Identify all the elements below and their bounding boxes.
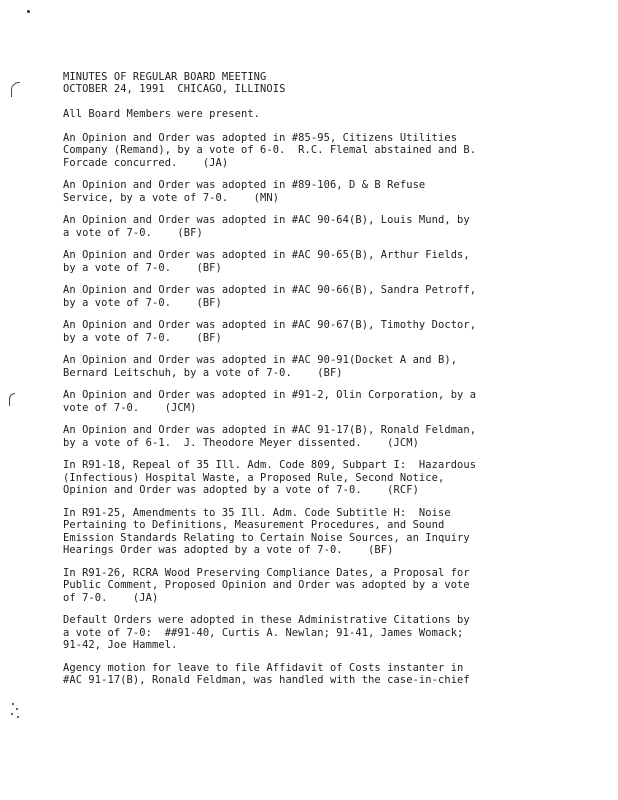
minutes-paragraph: An Opinion and Order was adopted in #AC 91-17(B), Ronald Feldman, by a vote of 6-1. J. Theodore Meyer dissented. (JCM) xyxy=(63,424,477,449)
minutes-paragraph: An Opinion and Order was adopted in #AC 90-64(B), Louis Mund, by a vote of 7-0. (BF) xyxy=(63,214,470,239)
minutes-paragraph: An Opinion and Order was adopted in #AC 90-91(Docket A and B), Bernard Leitschuh, by a vote of 7-0. (BF) xyxy=(63,354,458,379)
minutes-paragraph: An Opinion and Order was adopted in #AC 90-67(B), Timothy Doctor, by a vote of 7-0. (BF) xyxy=(63,319,477,344)
minutes-paragraph: An Opinion and Order was adopted in #91-2, Olin Corporation, by a vote of 7-0. (JCM) xyxy=(63,389,477,414)
minutes-paragraph: An Opinion and Order was adopted in #85-95, Citizens Utilities Company (Remand), by a vote of 6-0. R.C. Flemal abstained and B. Forcade concurred. (JA) xyxy=(63,131,477,169)
minutes-paragraph: In R91-25, Amendments to 35 Ill. Adm. Code Subtitle H: Noise Pertaining to Definitions, Measurement Procedures, and Sound Emission Standards Relating to Certain Noise Sources, an Inquiry Hearings Order was adopted by a vote of 7-0. (BF) xyxy=(63,506,470,556)
minutes-paragraph: In R91-18, Repeal of 35 Ill. Adm. Code 809, Subpart I: Hazardous (Infectious) Hospital Waste, a Proposed Rule, Second Notice, Opinion and Order was adopted by a vote of 7-0. (RCF) xyxy=(63,459,477,496)
minutes-paragraph: All Board Members were present. xyxy=(63,108,261,120)
scan-speck xyxy=(16,708,18,710)
minutes-paragraph: An Opinion and Order was adopted in #89-106, D & B Refuse Service, by a vote of 7-0. (MN) xyxy=(63,179,426,204)
margin-mark xyxy=(11,82,20,97)
document-title: MINUTES OF REGULAR BOARD MEETING xyxy=(63,71,267,83)
scan-speck xyxy=(11,713,13,715)
minutes-paragraph: Agency motion for leave to file Affidavit of Costs instanter in #AC 91-17(B), Ronald Feldman, was handled with the case-in-chief xyxy=(63,661,470,686)
minutes-paragraph: An Opinion and Order was adopted in #AC 90-65(B), Arthur Fields, by a vote of 7-0. (BF) xyxy=(63,249,470,274)
scan-speck xyxy=(12,703,14,705)
meeting-date-location: OCTOBER 24, 1991 CHICAGO, ILLINOIS xyxy=(63,83,286,95)
scan-speck xyxy=(17,716,19,718)
document-header xyxy=(63,71,285,95)
scan-speck xyxy=(27,10,30,13)
minutes-paragraph: In R91-26, RCRA Wood Preserving Compliance Dates, a Proposal for Public Comment, Proposed Opinion and Order was adopted by a vote of 7-0. (JA) xyxy=(63,566,470,604)
margin-mark xyxy=(9,393,15,406)
minutes-paragraph: Default Orders were adopted in these Administrative Citations by a vote of 7-0: ##91-40, Curtis A. Newlan; 91-41, James Womack; 91-42, Joe Hammel. xyxy=(63,614,470,651)
minutes-paragraph: An Opinion and Order was adopted in #AC 90-66(B), Sandra Petroff, by a vote of 7-0. (BF) xyxy=(63,284,477,309)
document-body xyxy=(63,108,563,687)
